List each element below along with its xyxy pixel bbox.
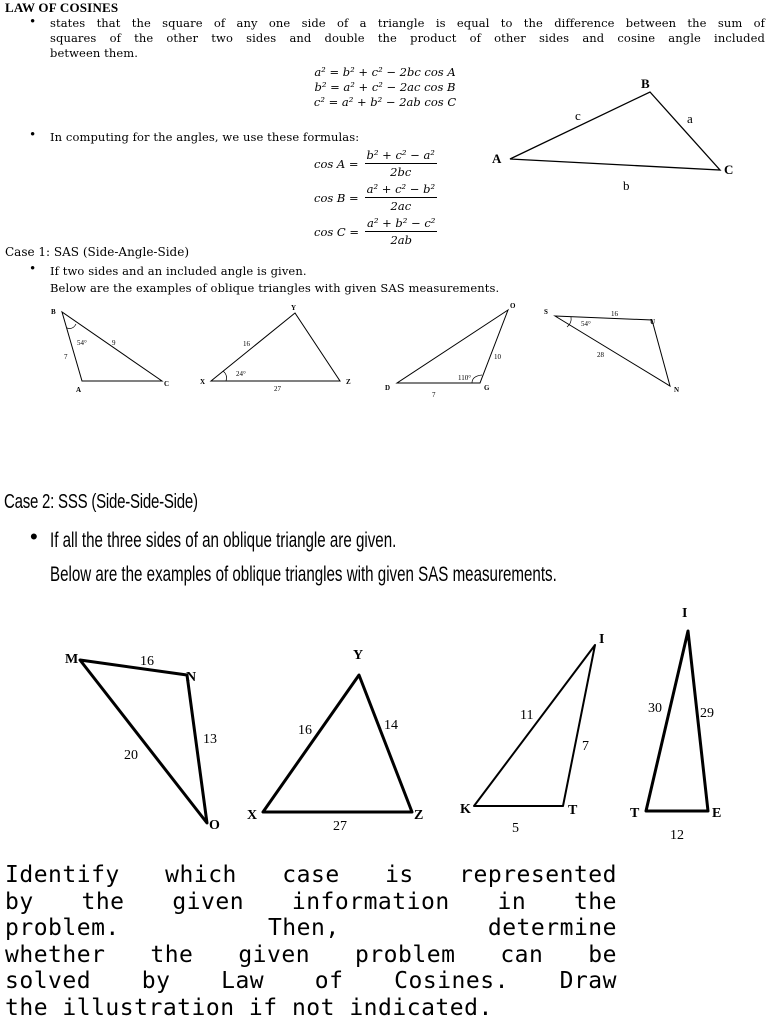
vertex-label: O: [209, 818, 220, 833]
triangle-shape: [646, 631, 708, 811]
angle-label: 54°: [581, 320, 591, 328]
side-label: 9: [112, 339, 116, 347]
case2-triangles: [50, 595, 760, 845]
side-label: 10: [494, 353, 501, 361]
side-label: 13: [203, 732, 217, 747]
side-label: 27: [333, 819, 347, 834]
vertex-label: Y: [291, 304, 297, 312]
formula-line: c² = a² + b² − 2ab cos C: [313, 95, 457, 109]
vertex-label: S: [544, 308, 548, 316]
vertex-label: T: [630, 806, 640, 821]
formula-lhs: cos C =: [314, 224, 360, 239]
side-label: b: [623, 178, 630, 193]
instructions-block: [5, 862, 617, 1021]
vertex-label: E: [712, 806, 722, 821]
vertex-label: C: [164, 380, 170, 388]
case1-heading: Case 1: SAS (Side-Angle-Side): [5, 245, 189, 259]
formula-denominator: 2bc: [390, 165, 412, 179]
formula-lhs: cos B =: [314, 190, 359, 205]
triangle-shape: [510, 92, 720, 170]
vertex-label: K: [460, 802, 471, 817]
side-label: 16: [611, 310, 618, 318]
formula-denominator: 2ab: [390, 233, 412, 247]
vertex-label: Z: [346, 378, 351, 386]
angle-arc: [67, 324, 76, 329]
formula-lhs: cos A =: [314, 156, 359, 171]
vertex-label: N: [186, 670, 197, 685]
angle-label: 54°: [77, 339, 87, 347]
angles-intro: In computing for the angles, we use these formulas:: [50, 130, 360, 144]
sas-triangle-sun: [544, 308, 679, 394]
instruction-line: solved by Law of Cosines. Draw: [5, 968, 617, 994]
bullet-icon: •: [30, 524, 38, 549]
vertex-label: Y: [353, 648, 364, 663]
side-label: c: [575, 108, 581, 123]
instruction-line: whether the given problem can be: [5, 941, 617, 968]
side-label: 28: [597, 351, 604, 359]
side-label: 16: [140, 654, 154, 669]
vertex-label: O: [510, 302, 516, 310]
case2-line: Below are the examples of oblique triangles with given SAS measurements.: [50, 563, 557, 586]
bullet-icon: •: [30, 14, 36, 30]
vertex-label: C: [724, 162, 734, 177]
vertex-label: M: [65, 652, 79, 667]
vertex-label: X: [247, 808, 258, 823]
instruction-line: the illustration if not indicated.: [5, 994, 493, 1021]
case1-line: Below are the examples of oblique triangles with given SAS measurements.: [50, 281, 500, 295]
formula-numerator: b² + c² − a²: [366, 148, 435, 162]
cos-c-formula: [314, 216, 437, 247]
vertex-label: B: [641, 76, 650, 91]
triangle-shape: [555, 316, 670, 386]
side-label: 16: [243, 340, 250, 348]
cos-b-formula: [314, 182, 437, 213]
intro-line: between them.: [50, 46, 138, 60]
page-title: LAW OF COSINES: [5, 0, 119, 15]
side-label: 27: [274, 385, 281, 393]
cos-a-formula: [314, 148, 437, 179]
formula-line: b² = a² + c² − 2ac cos B: [314, 80, 456, 94]
vertex-label: N: [674, 386, 680, 394]
vertex-label: A: [76, 386, 82, 394]
intro-line: states that the square of any one side of a triangle is equal to the difference between the sum of: [50, 16, 765, 30]
side-label: 29: [700, 706, 714, 721]
vertex-label: U: [650, 318, 656, 326]
formula-denominator: 2ac: [390, 199, 412, 213]
sss-triangle-mno: [65, 652, 220, 833]
vertex-label: I: [599, 632, 605, 647]
formula-line: a² = b² + c² − 2bc cos A: [314, 65, 456, 79]
side-label: a: [687, 111, 693, 126]
instruction-line: problem. Then, determine: [5, 915, 617, 941]
case1-triangles: [40, 300, 700, 400]
vertex-label: G: [484, 384, 490, 392]
sas-triangle-bac: [51, 308, 169, 394]
side-label: 30: [648, 701, 662, 716]
sss-triangle-yxz: [247, 648, 423, 834]
triangle-shape: [397, 310, 508, 383]
case2-heading: Case 2: SSS (Side-Side-Side): [4, 491, 198, 513]
side-label: 16: [298, 723, 312, 738]
bullet-icon: •: [30, 127, 36, 143]
side-label: 20: [124, 748, 138, 763]
triangle-shape: [211, 313, 340, 381]
side-label: 7: [64, 353, 68, 361]
triangle-shape: [263, 675, 412, 812]
angle-label: 110°: [458, 374, 472, 382]
bullet-icon: •: [30, 261, 36, 277]
formula-numerator: a² + c² − b²: [366, 182, 436, 196]
instruction-line: by the given information in the: [5, 888, 617, 915]
formula-block: [290, 65, 480, 110]
angle-label: 24°: [236, 370, 246, 378]
sas-triangle-yxz: [200, 304, 351, 393]
vertex-label: T: [568, 803, 578, 818]
sss-triangle-ikt: [460, 632, 604, 836]
side-label: 12: [670, 828, 684, 843]
side-label: 11: [520, 708, 534, 723]
instruction-line: Identify which case is represented: [5, 862, 617, 888]
vertex-label: X: [200, 378, 206, 386]
vertex-label: A: [492, 151, 502, 166]
formula-numerator: a² + b² − c²: [367, 216, 436, 230]
side-label: 5: [512, 821, 519, 836]
angle-arc: [223, 371, 227, 381]
vertex-label: B: [51, 308, 56, 316]
case2-line: If all the three sides of an oblique triangle are given.: [50, 529, 397, 552]
main-triangle-diagram: [480, 70, 740, 200]
sas-triangle-odg: [385, 302, 516, 399]
intro-text: [50, 16, 765, 61]
intro-line: squares of the other two sides and double the product of other sides and cosine angle included: [50, 31, 765, 45]
sss-triangle-ite: [630, 606, 721, 843]
vertex-label: Z: [414, 808, 424, 823]
vertex-label: I: [682, 606, 688, 621]
side-label: 14: [384, 718, 398, 733]
vertex-label: D: [385, 384, 391, 392]
side-label: 7: [582, 739, 589, 754]
side-label: 7: [432, 391, 436, 399]
triangle-shape: [474, 645, 595, 806]
case1-line: If two sides and an included angle is given.: [50, 264, 307, 278]
